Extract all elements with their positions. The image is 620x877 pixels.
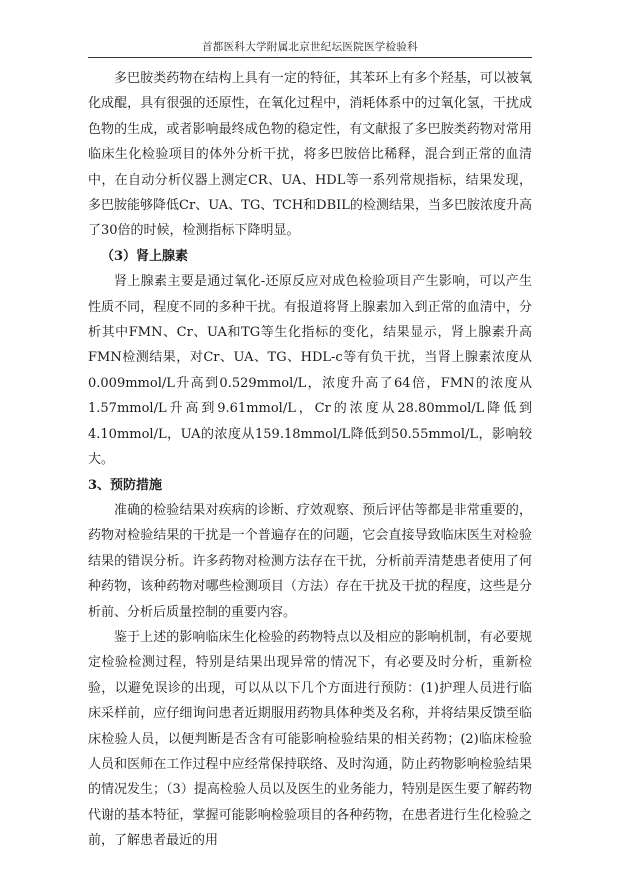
paragraph-dopamine: 多巴胺类药物在结构上具有一定的特征，其苯环上有多个羟基，可以被氧化成醌，具有很强的还原性，在氧化过程中，消耗体系中的过氧化氢，干扰成色物的生成，或者影响最终成色物的稳定性，有文献报了多巴胺类药物对常用临床生化检验项目的体外分析干扰，将多巴胺倍比稀释，混合到正常的血清中，在自动分析仪器上测定CR、UA、HDL等一系列常规指标，结果发现，多巴胺能够降低Cr、UA、TG、TCH和DBIL的检测结果，当多巴胺浓度升高了30倍的时候，检测指标下降明显。 [88, 71, 532, 239]
body-text [88, 66, 532, 854]
heading-prevention: 3、预防措施 [88, 477, 163, 493]
paragraph-prevention-intro: 准确的检验结果对疾病的诊断、疗效观察、预后评估等都是非常重要的，药物对检验结果的干扰是一个普遍存在的问题，它会直接导致临床医生对检验结果的错误分析。许多药物对检测方法存在干扰，分析前弄清楚患者使用了何种药物，该种药物对哪些检测项目（方法）存在干扰及干扰的程度，这些是分析前、分析后质量控制的重要内容。 [88, 502, 532, 620]
paragraph-adrenaline: 肾上腺素主要是通过氧化-还原反应对成色检验项目产生影响，可以产生性质不同，程度不同的多种干扰。有报道将肾上腺素加入到正常的血清中，分析其中FMN、Cr、UA和TG等生化指标的变化，结果显示，肾上腺素升高FMN检测结果，对Cr、UA、TG、HDL-c等有负干扰，当肾上腺素浓度从0.009mmol/L升高到0.529mmol/L，浓度升高了64倍，FMN的浓度从1.57mmol/L升高到9.61mmol/L，Cr的浓度从28.80mmol/L降低到4.10mmol/L，UA的浓度从159.18mmol/L降低到50.55mmol/L，影响较大。 [88, 274, 532, 468]
heading-adrenaline: （3）肾上腺素 [101, 248, 189, 264]
running-header: 首都医科大学附属北京世纪坛医院医学检验科 [202, 41, 418, 53]
header-rule [88, 57, 532, 58]
paragraph-prevention-measures: 鉴于上述的影响临床生化检验的药物特点以及相应的影响机制，有必要规定检验检测过程，特别是结果出现异常的情况下，有必要及时分析，重新检验，以避免误诊的出现，可以从以下几个方面进行预防：(1)护理人员进行临床采样前，应仔细询问患者近期服用药物具体种类及名称，并将结果反馈至临床检验人员，以便判断是否含有可能影响检验结果的相关药物；(2)临床检验人员和医师在工作过程中应经常保持联络、及时沟通，防止药物影响检验结果的情况发生；（3）提高检验人员以及医生的业务能力，特别是医生要了解药物代谢的基本特征，掌握可能影响检验项目的各种药物，在患者进行生化检验之前，了解患者最近的用 [88, 629, 532, 849]
